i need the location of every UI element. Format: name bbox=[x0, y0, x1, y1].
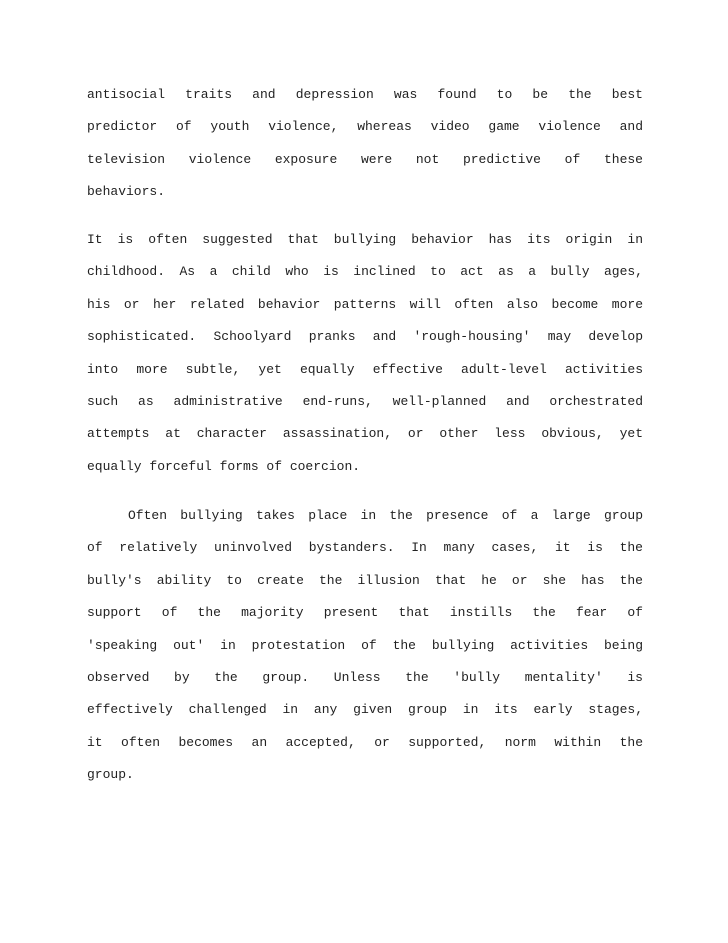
paragraph-line: observed by the group. Unless the 'bully mentality' is bbox=[87, 669, 643, 685]
paragraph-line: It is often suggested that bullying behavior has its origin in bbox=[87, 232, 643, 247]
paragraph-3 bbox=[87, 508, 643, 800]
paragraph-line: childhood. As a child who is inclined to act as a bully ages, bbox=[87, 264, 643, 280]
paragraph-line: behaviors. bbox=[87, 184, 166, 200]
paragraph-2 bbox=[87, 232, 643, 491]
paragraph-line: such as administrative end-runs, well-planned and orchestrated bbox=[87, 393, 643, 409]
paragraph-line: equally forceful forms of coercion. bbox=[87, 458, 361, 474]
paragraph-line: antisocial traits and depression was found to be the best bbox=[87, 87, 643, 102]
paragraph-line: group. bbox=[87, 767, 134, 783]
paragraph-line: into more subtle, yet equally effective adult-level activities bbox=[87, 361, 643, 377]
paragraph-line: his or her related behavior patterns will often also become more bbox=[87, 296, 643, 312]
paragraph-line: 'speaking out' in protestation of the bullying activities being bbox=[87, 637, 643, 653]
paragraph-line: of relatively uninvolved bystanders. In many cases, it is the bbox=[87, 540, 643, 556]
paragraph-line: support of the majority present that instills the fear of bbox=[87, 605, 643, 621]
paragraph-1 bbox=[87, 87, 643, 217]
paragraph-line: predictor of youth violence, whereas video game violence and bbox=[87, 119, 643, 135]
paragraph-line: Often bullying takes place in the presence of a large group bbox=[128, 508, 643, 523]
paragraph-line: effectively challenged in any given group in its early stages, bbox=[87, 702, 643, 718]
paragraph-line: it often becomes an accepted, or supported, norm within the bbox=[87, 734, 643, 750]
paragraph-line: television violence exposure were not predictive of these bbox=[87, 151, 643, 167]
paragraph-line: sophisticated. Schoolyard pranks and 'rough-housing' may develop bbox=[87, 329, 643, 345]
paragraph-line: attempts at character assassination, or other less obvious, yet bbox=[87, 426, 643, 442]
paragraph-line: bully's ability to create the illusion that he or she has the bbox=[87, 572, 643, 588]
